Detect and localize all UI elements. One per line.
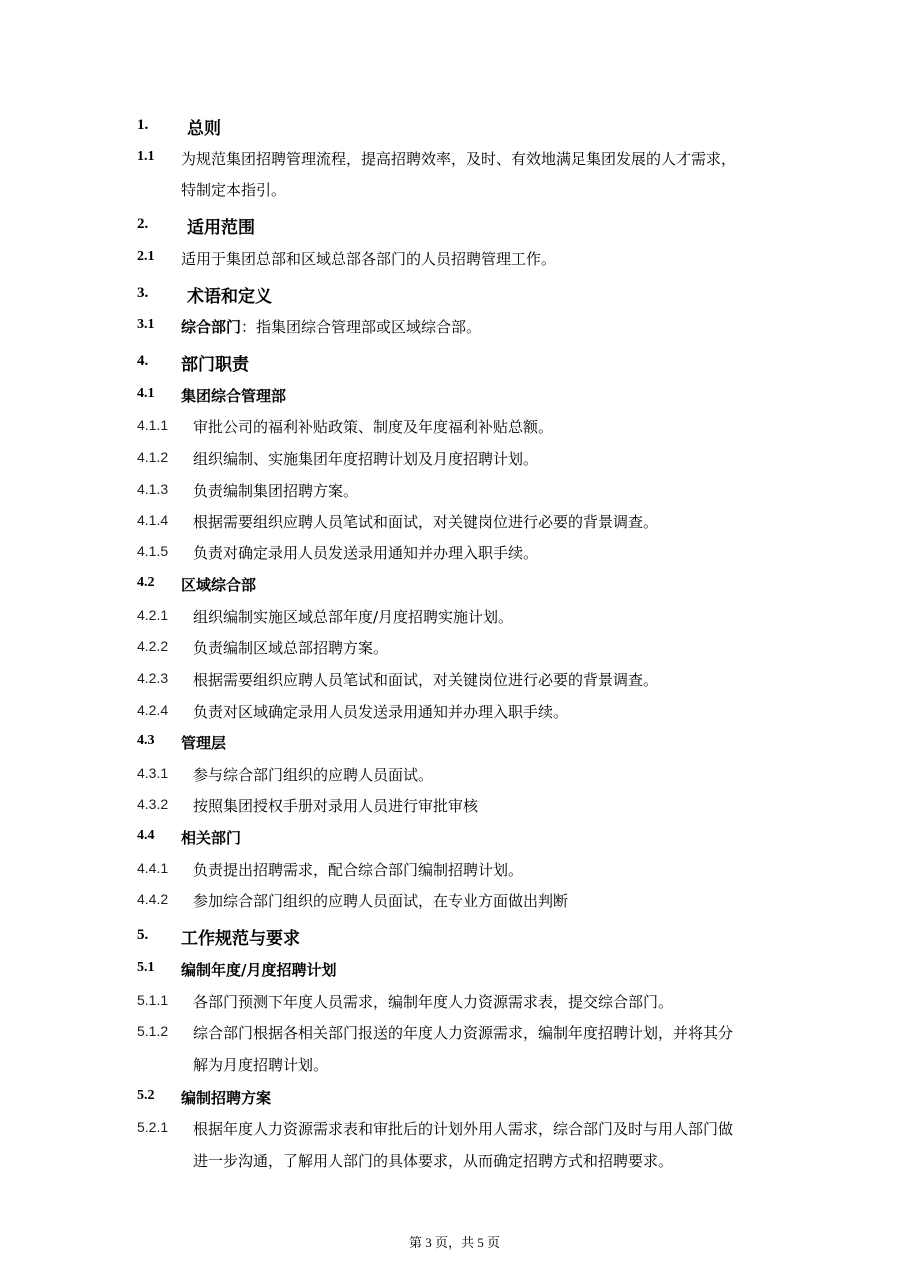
item-number: 4.2.1 (137, 607, 169, 623)
section-title: 工作规范与要求 (181, 929, 300, 949)
subsection-title: 编制招聘方案 (181, 1089, 272, 1107)
item-text-continued: 进一步沟通，了解用人部门的具体要求，从而确定招聘方式和招聘要求。 (193, 1152, 674, 1170)
item-text: 负责编制集团招聘方案。 (193, 482, 359, 500)
item-number: 4.2.3 (137, 670, 169, 686)
item-text: 负责对区域确定录用人员发送录用通知并办理入职手续。 (193, 703, 569, 721)
item-text: 参与综合部门组织的应聘人员面试。 (193, 766, 434, 784)
section-number: 1. (137, 117, 149, 133)
item-text-continued: 解为月度招聘计划。 (193, 1056, 329, 1074)
item-number: 4.3.2 (137, 796, 169, 812)
section-number: 3. (137, 285, 149, 301)
item-number: 4.2.2 (137, 638, 169, 654)
section-title: 术语和定义 (187, 287, 272, 307)
clause-number: 2.1 (137, 249, 155, 264)
item-number: 4.1.1 (137, 417, 169, 433)
item-text: 按照集团授权手册对录用人员进行审批审核 (193, 797, 479, 815)
clause-text (181, 316, 481, 337)
subsection-title: 编制年度/月度招聘计划 (181, 961, 337, 979)
clause-number: 3.1 (137, 317, 155, 332)
item-text: 负责对确定录用人员发送录用通知并办理入职手续。 (193, 544, 539, 562)
item-number: 4.1.2 (137, 449, 169, 465)
clause-number: 1.1 (137, 149, 155, 164)
clause-text-continued: 特制定本指引。 (181, 181, 287, 199)
page-footer: 第 3 页，共 5 页 (408, 1235, 500, 1250)
item-text: 负责提出招聘需求，配合综合部门编制招聘计划。 (193, 861, 524, 879)
item-number: 4.2.4 (137, 702, 169, 718)
item-text: 参加综合部门组织的应聘人员面试，在专业方面做出判断 (193, 892, 569, 910)
item-text: 根据需要组织应聘人员笔试和面试，对关键岗位进行必要的背景调查。 (193, 671, 659, 689)
subsection-number: 5.2 (137, 1088, 155, 1103)
item-text: 负责编制区域总部招聘方案。 (193, 639, 389, 657)
section-title: 部门职责 (181, 355, 249, 375)
subsection-title: 管理层 (181, 734, 227, 752)
subsection-number: 4.1 (137, 386, 155, 401)
item-text: 综合部门根据各相关部门报送的年度人力资源需求，编制年度招聘计划，并将其分 (193, 1024, 734, 1042)
item-number: 5.1.1 (137, 992, 169, 1008)
item-number: 4.4.1 (137, 860, 169, 876)
section-number: 5. (137, 927, 149, 943)
item-number: 4.1.5 (137, 543, 169, 559)
item-text: 组织编制、实施集团年度招聘计划及月度招聘计划。 (193, 450, 539, 468)
subsection-title: 相关部门 (181, 829, 242, 847)
item-number: 5.1.2 (137, 1023, 169, 1039)
section-title: 总则 (187, 119, 221, 139)
item-number: 4.1.3 (137, 481, 169, 497)
clause-text: 适用于集团总部和区域总部各部门的人员招聘管理工作。 (181, 250, 557, 268)
item-number: 4.3.1 (137, 765, 169, 781)
subsection-number: 4.3 (137, 733, 155, 748)
subsection-title: 区域综合部 (181, 576, 257, 594)
item-number: 5.2.1 (137, 1119, 169, 1135)
section-number: 2. (137, 216, 149, 232)
item-number: 4.4.2 (137, 891, 169, 907)
subsection-number: 5.1 (137, 960, 155, 975)
clause-text: 为规范集团招聘管理流程，提高招聘效率，及时、有效地满足集团发展的人才需求， (181, 150, 737, 168)
defined-term: 综合部门 (181, 318, 242, 336)
definition-text: ：指集团综合管理部或区域综合部。 (241, 318, 482, 336)
subsection-title: 集团综合管理部 (181, 387, 287, 405)
subsection-number: 4.2 (137, 575, 155, 590)
item-text: 根据需要组织应聘人员笔试和面试，对关键岗位进行必要的背景调查。 (193, 513, 659, 531)
item-text: 根据年度人力资源需求表和审批后的计划外用人需求，综合部门及时与用人部门做 (193, 1120, 734, 1138)
item-text: 组织编制实施区域总部年度/月度招聘实施计划。 (193, 608, 514, 626)
section-number: 4. (137, 353, 149, 369)
subsection-number: 4.4 (137, 828, 155, 843)
item-text: 各部门预测下年度人员需求，编制年度人力资源需求表，提交综合部门。 (193, 993, 674, 1011)
section-title: 适用范围 (187, 218, 255, 238)
item-text: 审批公司的福利补贴政策、制度及年度福利补贴总额。 (193, 418, 554, 436)
item-number: 4.1.4 (137, 512, 169, 528)
